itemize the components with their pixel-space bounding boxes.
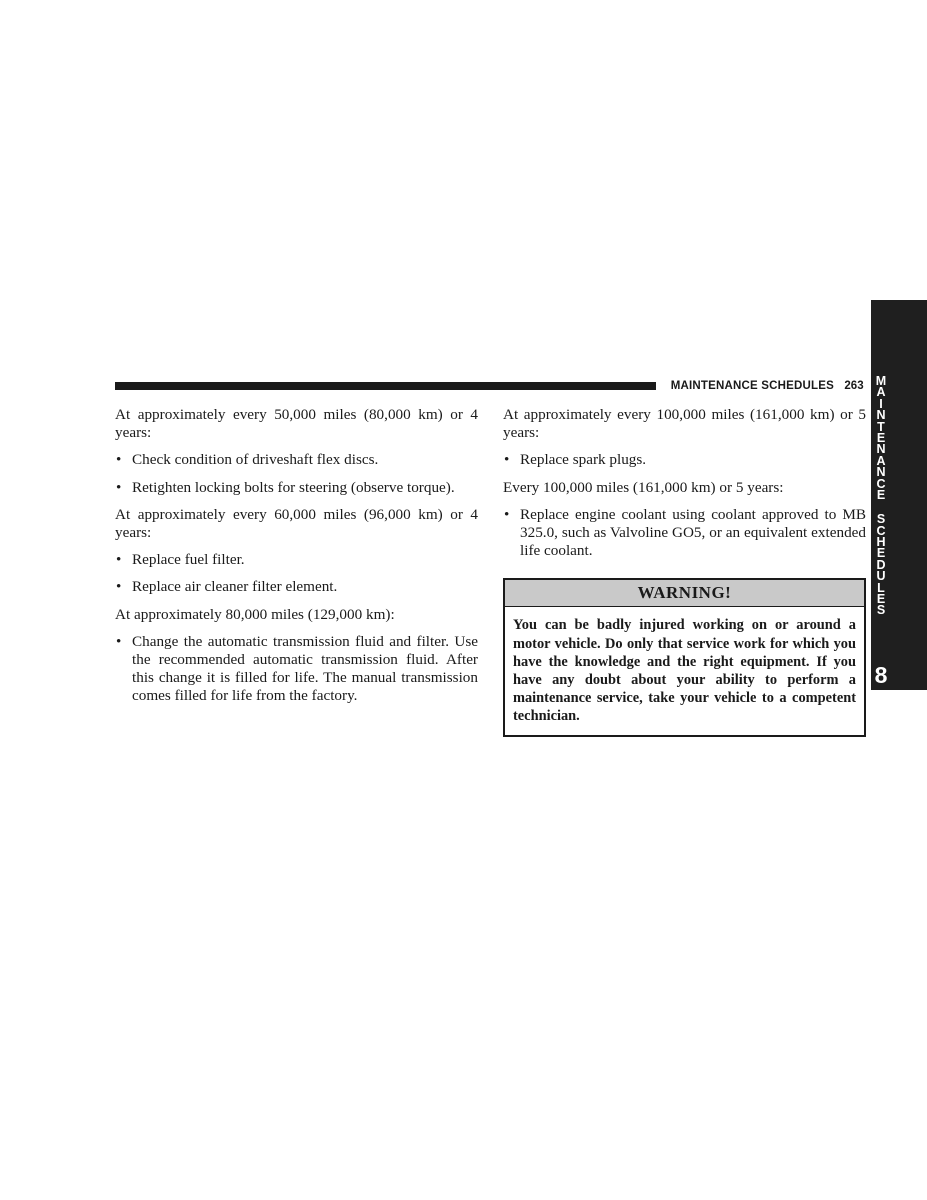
interval-heading-50k: At approximately every 50,000 miles (80,000 km) or 4 years: bbox=[115, 406, 478, 442]
bullet-icon: • bbox=[116, 551, 122, 569]
running-header-title: MAINTENANCE SCHEDULES bbox=[670, 380, 834, 392]
tab-letter: T bbox=[877, 419, 885, 434]
tab-letter: A bbox=[876, 453, 886, 468]
bullet-icon: • bbox=[504, 451, 510, 469]
page-number: 263 bbox=[844, 380, 864, 392]
list-item-text: Check condition of driveshaft flex discs. bbox=[132, 451, 379, 469]
bullet-icon: • bbox=[116, 578, 122, 596]
chapter-tab-label bbox=[871, 376, 891, 617]
tab-letter: S bbox=[876, 603, 886, 618]
tab-letter: M bbox=[875, 374, 887, 388]
header-rule bbox=[115, 382, 656, 390]
list-item-text: Retighten locking bolts for steering (observe torque). bbox=[132, 478, 455, 496]
tab-letter: A bbox=[876, 385, 886, 400]
tab-letter: L bbox=[877, 580, 885, 595]
list-item bbox=[503, 451, 866, 469]
list-item-text: Replace spark plugs. bbox=[520, 451, 647, 469]
tab-letter: E bbox=[876, 592, 886, 607]
interval-heading-100k: At approximately every 100,000 miles (161,000 km) or 5 years: bbox=[503, 406, 866, 442]
interval-heading-60k: At approximately every 60,000 miles (96,000 km) or 4 years: bbox=[115, 505, 478, 542]
list-item bbox=[115, 578, 478, 596]
tab-letter: U bbox=[876, 569, 886, 584]
tab-letter: N bbox=[876, 408, 886, 423]
left-column bbox=[115, 406, 478, 715]
warning-text: You can be badly injured working on or around a motor vehicle. Do only that service work for which you have the knowledge and the right equipment. If you have any doubt about your ability to perform a maintenance service, take your vehicle to a competent technician. bbox=[513, 617, 856, 725]
interval-heading-every-100k: Every 100,000 miles (161,000 km) or 5 years: bbox=[503, 478, 784, 496]
warning-box bbox=[503, 578, 866, 736]
tab-letter: H bbox=[876, 535, 886, 550]
right-column bbox=[503, 406, 866, 737]
tab-letter: E bbox=[876, 546, 886, 561]
list-item bbox=[503, 506, 866, 561]
warning-title: WARNING! bbox=[505, 580, 864, 607]
bullet-icon: • bbox=[116, 632, 122, 650]
interval-heading-80k: At approximately 80,000 miles (129,000 km): bbox=[115, 605, 395, 623]
tab-letter: C bbox=[876, 523, 886, 538]
bullet-icon: • bbox=[116, 478, 122, 496]
list-item bbox=[115, 451, 478, 469]
tab-letter: I bbox=[879, 396, 883, 411]
list-item bbox=[115, 633, 478, 706]
list-item-text: Change the automatic transmission fluid and filter. Use the recommended automatic transmission fluid. After this change it is filled for life. The manual transmission comes filled for life from the factory. bbox=[132, 632, 478, 705]
bullet-icon: • bbox=[504, 505, 510, 523]
list-item bbox=[115, 479, 478, 497]
tab-letter: E bbox=[876, 487, 886, 502]
list-item bbox=[115, 551, 478, 569]
tab-letter: N bbox=[876, 442, 886, 457]
tab-letter: S bbox=[876, 512, 886, 527]
tab-letter: C bbox=[876, 476, 886, 491]
list-item-text: Replace fuel filter. bbox=[132, 551, 245, 569]
list-item-text: Replace air cleaner filter element. bbox=[132, 578, 338, 596]
bullet-icon: • bbox=[116, 451, 122, 469]
tab-letter: N bbox=[876, 465, 886, 480]
chapter-number: 8 bbox=[874, 662, 888, 688]
tab-letter: D bbox=[876, 557, 886, 572]
tab-letter: E bbox=[876, 430, 886, 445]
list-item-text: Replace engine coolant using coolant approved to MB 325.0, such as Valvoline GO5, or an equivalent extended life coolant. bbox=[520, 505, 866, 560]
